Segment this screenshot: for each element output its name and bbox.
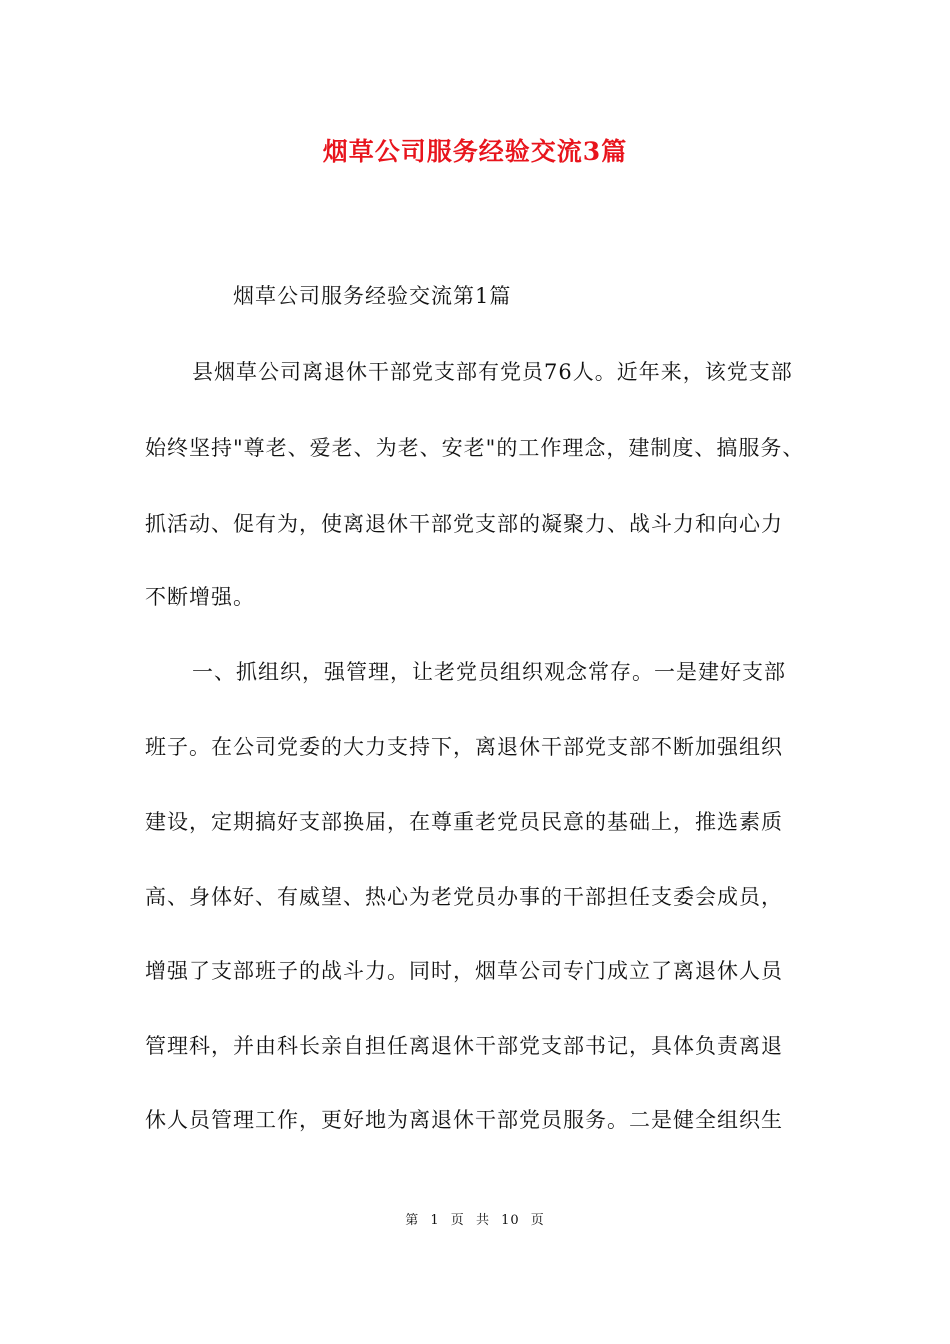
paragraph-line: 建设，定期搞好支部换届，在尊重老党员民意的基础上，推选素质 xyxy=(145,810,783,834)
paragraph-line: 增强了支部班子的战斗力。同时，烟草公司专门成立了离退休人员 xyxy=(145,959,783,983)
paragraph-line: 一、抓组织，强管理，让老党员组织观念常存。一是建好支部 xyxy=(192,660,786,684)
document-title: 烟草公司服务经验交流3篇 xyxy=(322,137,628,166)
section-subtitle: 烟草公司服务经验交流第1篇 xyxy=(233,284,512,308)
paragraph-line: 班子。在公司党委的大力支持下，离退休干部党支部不断加强组织 xyxy=(145,735,783,759)
footer-label-unit: 页 xyxy=(450,1213,465,1228)
footer-current-page: 1 xyxy=(430,1213,440,1228)
paragraph-line: 高、身体好、有威望、热心为老党员办事的干部担任支委会成员， xyxy=(145,885,783,909)
paragraph-line: 抓活动、促有为，使离退休干部党支部的凝聚力、战斗力和向心力 xyxy=(145,512,783,536)
paragraph-line: 不断增强。 xyxy=(145,585,255,609)
footer-label-unit-2: 页 xyxy=(530,1213,545,1228)
paragraph-line: 县烟草公司离退休干部党支部有党员76人。近年来，该党支部 xyxy=(192,360,793,384)
footer-label-total: 共 xyxy=(475,1213,490,1228)
paragraph-line: 始终坚持"尊老、爱老、为老、安老"的工作理念，建制度、搞服务、 xyxy=(145,436,805,460)
footer-label-page: 第 xyxy=(405,1213,420,1228)
footer-total-pages: 10 xyxy=(501,1213,520,1228)
page-footer xyxy=(0,1209,950,1228)
paragraph-line: 管理科，并由科长亲自担任离退休干部党支部书记，具体负责离退 xyxy=(145,1034,783,1058)
paragraph-line: 休人员管理工作，更好地为离退休干部党员服务。二是健全组织生 xyxy=(145,1108,783,1132)
